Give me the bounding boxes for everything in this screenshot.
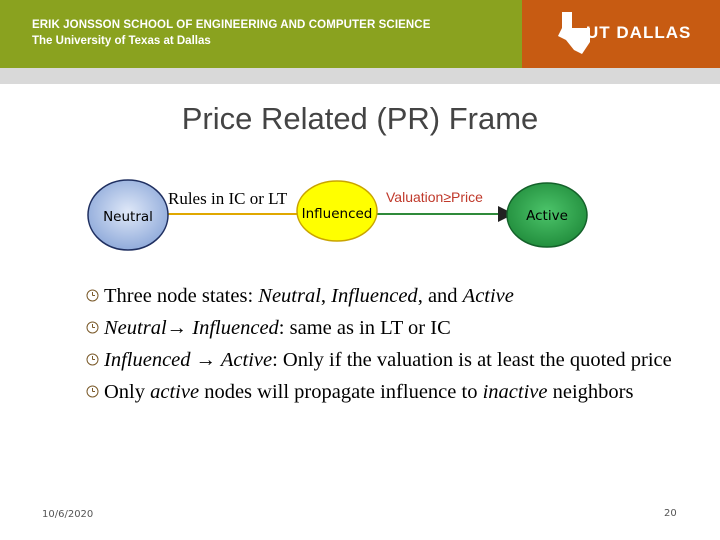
bullet-text: neighbors xyxy=(547,381,634,403)
bullet-item xyxy=(86,284,686,308)
bullet-text: nodes will propagate influence to xyxy=(199,381,483,403)
footer-date: 10/6/2020 xyxy=(42,509,94,520)
term-neutral: Neutral xyxy=(258,285,321,307)
term-active: active xyxy=(150,381,200,403)
clock-bullet-icon xyxy=(86,353,99,366)
arrow-icon: → xyxy=(195,349,217,371)
slide-title: Price Related (PR) Frame xyxy=(181,101,539,136)
bullet-text: Only xyxy=(104,381,151,403)
term-influenced: Influenced xyxy=(104,349,196,371)
term-influenced: Influenced xyxy=(187,317,279,339)
bullet-list xyxy=(86,284,686,412)
bullet-text: Three node states: xyxy=(104,285,259,307)
term-neutral: Neutral xyxy=(104,317,167,339)
clock-bullet-icon xyxy=(86,289,99,302)
term-active: Active xyxy=(216,349,273,371)
clock-bullet-icon xyxy=(86,321,99,334)
bullet-item xyxy=(86,380,686,404)
arrow-icon: → xyxy=(166,317,188,339)
node-active-label: Active xyxy=(526,208,568,224)
clock-bullet-icon xyxy=(86,385,99,398)
node-influenced-label: Influenced xyxy=(301,206,373,222)
university-name: The University of Texas at Dallas xyxy=(32,35,211,47)
school-name: ERIK JONSSON SCHOOL OF ENGINEERING AND COMPUTER SCIENCE xyxy=(32,19,431,31)
page-number: 20 xyxy=(664,508,677,519)
logo-text: UT DALLAS xyxy=(586,23,692,42)
bullet-text: , and xyxy=(417,285,463,307)
bullet-text: : same as in LT or IC xyxy=(278,317,451,339)
term-inactive: inactive xyxy=(482,381,548,403)
node-neutral-label: Neutral xyxy=(103,209,153,225)
edge-label-valuation: Valuation≥Price xyxy=(386,189,483,205)
bullet-item xyxy=(86,348,686,372)
edge-label-rules: Rules in IC or LT xyxy=(168,189,288,208)
bullet-item xyxy=(86,316,686,340)
term-active: Active xyxy=(462,285,514,307)
bullet-text: : Only if the valuation is at least the quoted price xyxy=(272,349,672,371)
term-influenced: Influenced xyxy=(331,285,418,307)
bullet-text: , xyxy=(320,285,332,307)
